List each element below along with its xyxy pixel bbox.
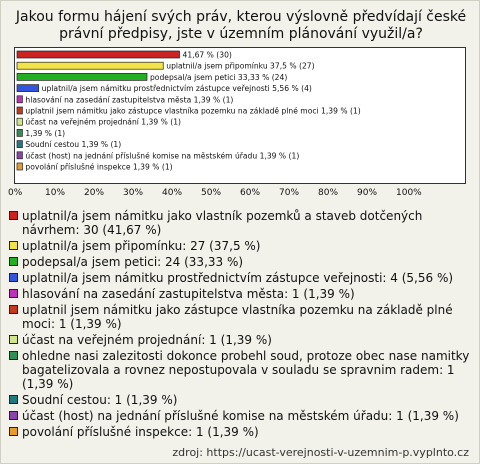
bar-label-8: 1,39 % (1) xyxy=(25,128,66,138)
legend-label: podepsal/a jsem petici: 24 (33,33 %) xyxy=(22,255,244,269)
plot-area xyxy=(14,47,466,184)
x-tick-3: 30% xyxy=(123,188,144,198)
bar-10 xyxy=(17,152,22,159)
bar-label-9: Soudní cestou 1,39 % (1) xyxy=(25,140,122,150)
legend-label: uplatnil/a jsem připomínku: 27 (37,5 %) xyxy=(22,239,261,253)
legend-swatch xyxy=(9,273,18,282)
legend-label: uplatnil/a jsem námitku prostřednictvím zástupce veřejnosti: 4 (5,56 %) xyxy=(22,271,454,285)
legend-item-5 xyxy=(9,287,475,301)
legend-swatch xyxy=(9,289,18,298)
bar-3 xyxy=(17,73,147,80)
bar-label-10: účast (host) na jednání příslušné komise na městském úřadu 1,39 % (1) xyxy=(25,151,300,161)
bar-7 xyxy=(17,118,22,125)
bar-9 xyxy=(17,141,22,148)
legend-label: Soudní cestou: 1 (1,39 %) xyxy=(22,393,178,407)
legend-item-4 xyxy=(9,271,475,285)
source-link[interactable]: zdroj: https://ucast-verejnosti-v-uzemnim-p.vyplnto.cz xyxy=(172,446,469,459)
legend-item-11 xyxy=(9,425,475,439)
legend-label: uplatnil jsem námitku jako zástupce vlastníka pozemku na základě plné moci: 1 (1,39 %) xyxy=(22,303,453,331)
bar-4 xyxy=(17,85,39,92)
bar-label-11: povolání příslušné inspekce 1,39 % (1) xyxy=(25,162,173,172)
x-tick-9: 90% xyxy=(357,188,378,198)
chart-title: Jakou formu hájení svých práv, kterou výslovně předvídají české právní předpisy, jste v územním plánování využil/a? xyxy=(15,9,467,42)
legend-item-2 xyxy=(9,239,475,253)
bar-1 xyxy=(17,51,180,58)
bar-8 xyxy=(17,129,22,136)
legend xyxy=(9,209,475,441)
bar-label-5: hlasování na zasedání zastupitelstva města 1,39 % (1) xyxy=(25,95,234,105)
x-tick-8: 80% xyxy=(318,188,339,198)
legend-item-8 xyxy=(9,349,475,391)
x-tick-6: 60% xyxy=(240,188,261,198)
legend-item-6 xyxy=(9,303,475,331)
bar-5 xyxy=(17,96,22,103)
legend-item-10 xyxy=(9,409,475,423)
bar-11 xyxy=(17,163,22,170)
bar-label-6: uplatnil jsem námitku jako zástupce vlastníka pozemku na základě plné moci 1,39 % (1) xyxy=(25,106,361,116)
bar-chart-svg xyxy=(15,48,465,183)
legend-swatch xyxy=(9,351,18,360)
bar-label-3: podepsal/a jsem petici 33,33 % (24) xyxy=(149,72,288,82)
legend-item-7 xyxy=(9,333,475,347)
bar-2 xyxy=(17,62,163,69)
legend-item-9 xyxy=(9,393,475,407)
legend-swatch xyxy=(9,427,18,436)
legend-swatch xyxy=(9,305,18,314)
legend-swatch xyxy=(9,257,18,266)
legend-label: ohledne nasi zalezitosti dokonce probehl soud, protoze obec nase namitky bagatelizovala a rovnez nepostupovala v souladu se spravnim radem: 1 (1,39 %) xyxy=(22,349,470,391)
x-tick-0: 0% xyxy=(8,188,23,198)
legend-label: účast na veřejném projednání: 1 (1,39 %) xyxy=(22,333,272,347)
bar-label-1: 41,67 % (30) xyxy=(182,50,232,60)
bar-label-2: uplatnil/a jsem připomínku 37,5 % (27) xyxy=(166,61,315,71)
x-tick-4: 40% xyxy=(162,188,183,198)
legend-swatch xyxy=(9,395,18,404)
x-axis xyxy=(1,188,480,202)
x-tick-1: 10% xyxy=(45,188,66,198)
legend-label: povolání příslušné inspekce: 1 (1,39 %) xyxy=(22,425,259,439)
bar-label-7: účast na veřejném projednání 1,39 % (1) xyxy=(25,117,182,127)
bar-label-4: uplatnil/a jsem námitku prostřednictvím zástupce veřejnosti 5,56 % (4) xyxy=(41,84,312,94)
x-tick-7: 70% xyxy=(279,188,300,198)
x-tick-5: 50% xyxy=(201,188,222,198)
x-tick-10: 100% xyxy=(396,188,422,198)
legend-swatch xyxy=(9,211,18,220)
legend-swatch xyxy=(9,411,18,420)
legend-label: uplatnil/a jsem námitku jako vlastník pozemků a staveb dotčených návrhem: 30 (41,67 %) xyxy=(22,209,423,237)
legend-label: účast (host) na jednání příslušné komise na městském úřadu: 1 (1,39 %) xyxy=(22,409,459,423)
x-tick-2: 20% xyxy=(84,188,105,198)
legend-item-3 xyxy=(9,255,475,269)
bar-6 xyxy=(17,107,22,114)
legend-swatch xyxy=(9,335,18,344)
legend-item-1 xyxy=(9,209,475,237)
legend-swatch xyxy=(9,241,18,250)
legend-label: hlasování na zasedání zastupitelstva města: 1 (1,39 %) xyxy=(22,287,355,301)
